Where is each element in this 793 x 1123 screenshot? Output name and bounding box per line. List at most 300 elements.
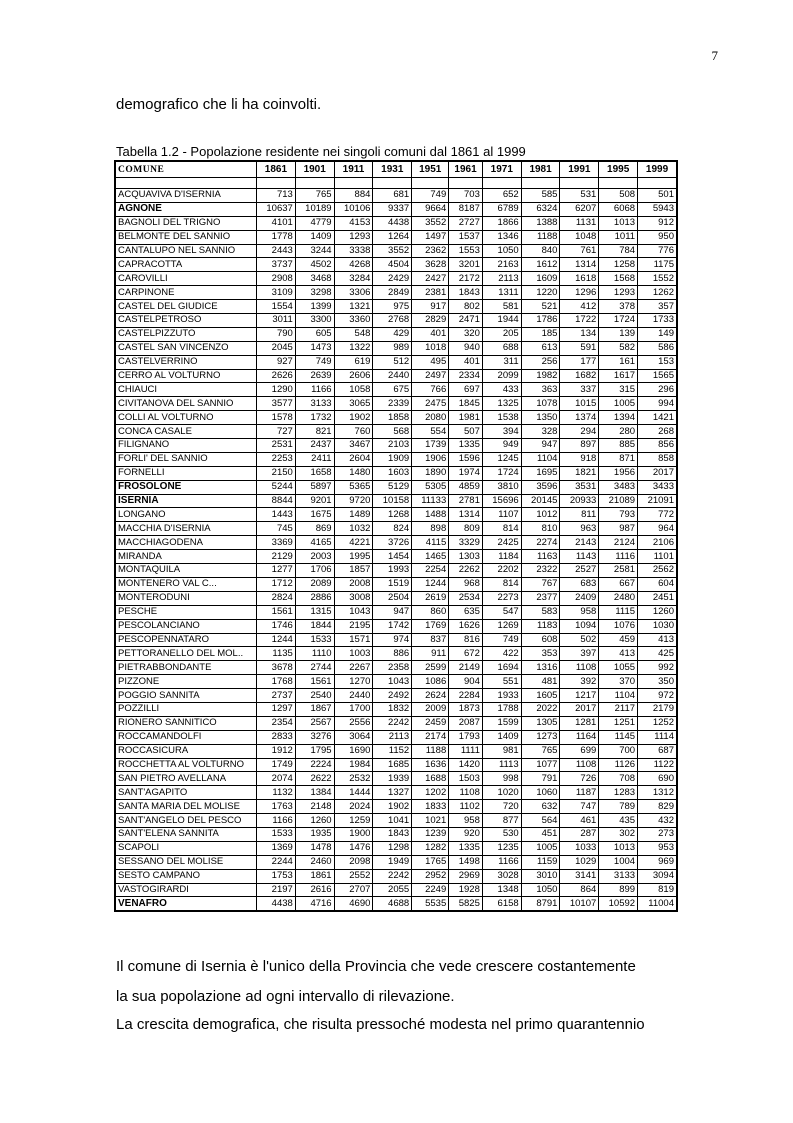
population-cell: 1480 <box>334 466 373 480</box>
spacer-cell <box>373 178 412 189</box>
comune-name-cell: LONGANO <box>115 508 257 522</box>
population-cell: 3276 <box>295 730 334 744</box>
comune-name-cell: POZZILLI <box>115 702 257 716</box>
population-cell: 703 <box>449 189 483 203</box>
population-cell: 2471 <box>449 314 483 328</box>
population-cell: 1753 <box>257 869 296 883</box>
population-cell: 2150 <box>257 466 296 480</box>
population-cell: 2459 <box>412 716 449 730</box>
population-cell: 412 <box>560 300 599 314</box>
population-cell: 1993 <box>373 564 412 578</box>
population-cell: 681 <box>373 189 412 203</box>
population-cell: 1420 <box>449 758 483 772</box>
population-cell: 1694 <box>482 661 521 675</box>
population-cell: 2624 <box>412 689 449 703</box>
population-cell: 302 <box>599 827 638 841</box>
population-cell: 1015 <box>560 397 599 411</box>
population-cell: 2527 <box>560 564 599 578</box>
population-cell: 3467 <box>334 439 373 453</box>
population-cell: 2534 <box>449 591 483 605</box>
population-cell: 9664 <box>412 202 449 216</box>
population-cell: 1833 <box>412 800 449 814</box>
spacer-cell <box>257 178 296 189</box>
population-cell: 1857 <box>334 564 373 578</box>
population-cell: 3433 <box>638 480 677 494</box>
population-cell: 1115 <box>599 605 638 619</box>
population-cell: 974 <box>373 633 412 647</box>
population-cell: 1497 <box>412 230 449 244</box>
table-row <box>115 591 677 605</box>
population-cell: 1765 <box>412 855 449 869</box>
population-cell: 869 <box>295 522 334 536</box>
population-cell: 1685 <box>373 758 412 772</box>
population-cell: 2024 <box>334 800 373 814</box>
population-cell: 1732 <box>295 411 334 425</box>
population-cell: 958 <box>449 814 483 828</box>
population-cell: 1902 <box>334 411 373 425</box>
population-cell: 6324 <box>521 202 560 216</box>
population-cell: 1890 <box>412 466 449 480</box>
population-cell: 294 <box>560 425 599 439</box>
population-cell: 177 <box>560 355 599 369</box>
population-cell: 1012 <box>521 508 560 522</box>
population-cell: 2409 <box>560 591 599 605</box>
population-cell: 357 <box>638 300 677 314</box>
population-cell: 1742 <box>373 619 412 633</box>
population-cell: 1101 <box>638 550 677 564</box>
population-cell: 392 <box>560 675 599 689</box>
population-cell: 1311 <box>482 286 521 300</box>
population-cell: 586 <box>638 341 677 355</box>
population-cell: 1060 <box>521 786 560 800</box>
population-cell: 2531 <box>257 439 296 453</box>
header-year: 1861 <box>257 161 296 178</box>
population-cell: 1538 <box>482 411 521 425</box>
table-row <box>115 564 677 578</box>
population-cell: 2377 <box>521 591 560 605</box>
population-cell: 1658 <box>295 466 334 480</box>
population-cell: 766 <box>412 383 449 397</box>
population-cell: 2556 <box>334 716 373 730</box>
population-cell: 2440 <box>373 369 412 383</box>
population-cell: 2224 <box>295 758 334 772</box>
population-cell: 425 <box>638 647 677 661</box>
population-cell: 1394 <box>599 411 638 425</box>
population-cell: 461 <box>560 814 599 828</box>
body-line-2: la sua popolazione ad ogni intervallo di rilevazione. <box>116 988 455 1005</box>
population-cell: 1305 <box>521 716 560 730</box>
population-cell: 1746 <box>257 619 296 633</box>
population-cell: 1086 <box>412 675 449 689</box>
population-cell: 605 <box>295 327 334 341</box>
table-row <box>115 369 677 383</box>
population-cell: 2497 <box>412 369 449 383</box>
population-cell: 161 <box>599 355 638 369</box>
population-cell: 568 <box>373 425 412 439</box>
population-cell: 3028 <box>482 869 521 883</box>
population-cell: 2619 <box>412 591 449 605</box>
table-row <box>115 661 677 675</box>
population-cell: 280 <box>599 425 638 439</box>
population-cell: 4502 <box>295 258 334 272</box>
population-cell: 2567 <box>295 716 334 730</box>
population-cell: 5897 <box>295 480 334 494</box>
body-line-3: La crescita demografica, che risulta pressoché modesta nel primo quarantennio <box>116 1016 645 1033</box>
population-cell: 1786 <box>521 314 560 328</box>
population-cell: 784 <box>599 244 638 258</box>
population-cell: 11004 <box>638 897 677 911</box>
population-cell: 1712 <box>257 577 296 591</box>
population-cell: 1519 <box>373 577 412 591</box>
population-cell: 1906 <box>412 452 449 466</box>
table-row <box>115 550 677 564</box>
population-cell: 675 <box>373 383 412 397</box>
population-cell: 3552 <box>412 216 449 230</box>
table-row <box>115 827 677 841</box>
population-cell: 1003 <box>334 647 373 661</box>
population-cell: 858 <box>638 452 677 466</box>
population-cell: 1114 <box>638 730 677 744</box>
population-cell: 401 <box>449 355 483 369</box>
population-cell: 864 <box>560 883 599 897</box>
population-cell: 1050 <box>482 244 521 258</box>
comune-name-cell: ROCCASICURA <box>115 744 257 758</box>
table-header-row <box>115 161 677 178</box>
population-cell: 1444 <box>334 786 373 800</box>
population-cell: 20145 <box>521 494 560 508</box>
population-cell: 1844 <box>295 619 334 633</box>
population-cell: 1076 <box>599 619 638 633</box>
population-cell: 481 <box>521 675 560 689</box>
population-cell: 1077 <box>521 758 560 772</box>
population-cell: 1561 <box>257 605 296 619</box>
population-cell: 877 <box>482 814 521 828</box>
population-cell: 1293 <box>334 230 373 244</box>
comune-name-cell: CONCA CASALE <box>115 425 257 439</box>
population-cell: 1268 <box>373 508 412 522</box>
population-cell: 585 <box>521 189 560 203</box>
table-row <box>115 466 677 480</box>
population-cell: 885 <box>599 439 638 453</box>
population-cell: 1421 <box>638 411 677 425</box>
population-cell: 4504 <box>373 258 412 272</box>
population-cell: 1327 <box>373 786 412 800</box>
population-cell: 311 <box>482 355 521 369</box>
population-cell: 1350 <box>521 411 560 425</box>
population-cell: 840 <box>521 244 560 258</box>
comune-name-cell: PIETRABBONDANTE <box>115 661 257 675</box>
table-row <box>115 411 677 425</box>
population-cell: 604 <box>638 577 677 591</box>
population-cell: 1617 <box>599 369 638 383</box>
population-cell: 860 <box>412 605 449 619</box>
population-cell: 3010 <box>521 869 560 883</box>
population-cell: 3008 <box>334 591 373 605</box>
population-cell: 1108 <box>449 786 483 800</box>
population-cell: 1599 <box>482 716 521 730</box>
population-cell: 1909 <box>373 452 412 466</box>
population-cell: 1939 <box>373 772 412 786</box>
population-cell: 3141 <box>560 869 599 883</box>
table-row <box>115 883 677 897</box>
spacer-cell <box>295 178 334 189</box>
population-cell: 1152 <box>373 744 412 758</box>
population-cell: 2781 <box>449 494 483 508</box>
population-cell: 1346 <box>482 230 521 244</box>
population-cell: 2017 <box>560 702 599 716</box>
population-cell: 2952 <box>412 869 449 883</box>
table-row <box>115 189 677 203</box>
table-row <box>115 758 677 772</box>
population-cell: 635 <box>449 605 483 619</box>
population-cell: 904 <box>449 675 483 689</box>
population-cell: 353 <box>521 647 560 661</box>
population-cell: 632 <box>521 800 560 814</box>
population-cell: 3468 <box>295 272 334 286</box>
population-cell: 2833 <box>257 730 296 744</box>
comune-name-cell: MONTERODUNI <box>115 591 257 605</box>
population-cell: 1316 <box>521 661 560 675</box>
population-cell: 185 <box>521 327 560 341</box>
population-cell: 2492 <box>373 689 412 703</box>
table-row <box>115 716 677 730</box>
population-cell: 3483 <box>599 480 638 494</box>
population-cell: 583 <box>521 605 560 619</box>
population-cell: 992 <box>638 661 677 675</box>
population-cell: 3065 <box>334 397 373 411</box>
comune-name-cell: SANTA MARIA DEL MOLISE <box>115 800 257 814</box>
header-year: 1981 <box>521 161 560 178</box>
header-year: 1995 <box>599 161 638 178</box>
population-cell: 816 <box>449 633 483 647</box>
population-cell: 2460 <box>295 855 334 869</box>
population-cell: 1277 <box>257 564 296 578</box>
spacer-cell <box>334 178 373 189</box>
population-cell: 134 <box>560 327 599 341</box>
population-cell: 8844 <box>257 494 296 508</box>
population-cell: 1282 <box>412 841 449 855</box>
population-cell: 2113 <box>482 272 521 286</box>
population-cell: 1768 <box>257 675 296 689</box>
population-cell: 459 <box>599 633 638 647</box>
population-cell: 2768 <box>373 314 412 328</box>
population-cell: 2358 <box>373 661 412 675</box>
population-cell: 1104 <box>599 689 638 703</box>
population-cell: 3628 <box>412 258 449 272</box>
population-cell: 1013 <box>599 216 638 230</box>
population-cell: 912 <box>638 216 677 230</box>
population-cell: 2829 <box>412 314 449 328</box>
comune-name-cell: ISERNIA <box>115 494 257 508</box>
population-cell: 2429 <box>373 272 412 286</box>
population-cell: 2437 <box>295 439 334 453</box>
population-cell: 1187 <box>560 786 599 800</box>
population-cell: 726 <box>560 772 599 786</box>
population-cell: 3284 <box>334 272 373 286</box>
population-cell: 1498 <box>449 855 483 869</box>
population-cell: 1832 <box>373 702 412 716</box>
population-cell: 1132 <box>257 786 296 800</box>
population-cell: 2003 <box>295 550 334 564</box>
population-cell: 790 <box>257 327 296 341</box>
population-cell: 1443 <box>257 508 296 522</box>
population-cell: 1270 <box>334 675 373 689</box>
population-cell: 968 <box>449 577 483 591</box>
population-cell: 3810 <box>482 480 521 494</box>
population-cell: 2103 <box>373 439 412 453</box>
population-cell: 1183 <box>521 619 560 633</box>
population-cell: 1021 <box>412 814 449 828</box>
population-cell: 10637 <box>257 202 296 216</box>
population-cell: 1322 <box>334 341 373 355</box>
population-cell: 10106 <box>334 202 373 216</box>
population-cell: 2639 <box>295 369 334 383</box>
population-cell: 2172 <box>449 272 483 286</box>
population-cell: 3300 <box>295 314 334 328</box>
population-cell: 1795 <box>295 744 334 758</box>
population-cell: 4115 <box>412 536 449 550</box>
population-cell: 20933 <box>560 494 599 508</box>
population-cell: 2242 <box>373 869 412 883</box>
population-cell: 619 <box>334 355 373 369</box>
population-cell: 2197 <box>257 883 296 897</box>
header-year: 1961 <box>449 161 483 178</box>
comune-name-cell: CASTELVERRINO <box>115 355 257 369</box>
header-year: 1971 <box>482 161 521 178</box>
population-cell: 5305 <box>412 480 449 494</box>
population-cell: 1264 <box>373 230 412 244</box>
population-cell: 1033 <box>560 841 599 855</box>
population-cell: 949 <box>482 439 521 453</box>
comune-name-cell: VENAFRO <box>115 897 257 911</box>
population-cell: 1239 <box>412 827 449 841</box>
population-cell: 1126 <box>599 758 638 772</box>
population-cell: 4153 <box>334 216 373 230</box>
population-cell: 2381 <box>412 286 449 300</box>
population-cell: 5943 <box>638 202 677 216</box>
table-row <box>115 855 677 869</box>
population-cell: 2562 <box>638 564 677 578</box>
population-cell: 2074 <box>257 772 296 786</box>
population-cell: 2425 <box>482 536 521 550</box>
population-cell: 4101 <box>257 216 296 230</box>
population-cell: 1220 <box>521 286 560 300</box>
population-cell: 720 <box>482 800 521 814</box>
population-cell: 2149 <box>449 661 483 675</box>
population-cell: 10158 <box>373 494 412 508</box>
population-cell: 1296 <box>560 286 599 300</box>
population-cell: 5244 <box>257 480 296 494</box>
population-cell: 2195 <box>334 619 373 633</box>
population-cell: 15696 <box>482 494 521 508</box>
population-cell: 947 <box>373 605 412 619</box>
comune-name-cell: ACQUAVIVA D'ISERNIA <box>115 189 257 203</box>
population-cell: 1489 <box>334 508 373 522</box>
population-cell: 1845 <box>449 397 483 411</box>
population-cell: 2045 <box>257 341 296 355</box>
population-cell: 1244 <box>257 633 296 647</box>
population-cell: 1866 <box>482 216 521 230</box>
table-row <box>115 577 677 591</box>
population-cell: 554 <box>412 425 449 439</box>
population-cell: 1409 <box>295 230 334 244</box>
population-cell: 1188 <box>521 230 560 244</box>
population-cell: 1537 <box>449 230 483 244</box>
population-cell: 2244 <box>257 855 296 869</box>
population-cell: 1873 <box>449 702 483 716</box>
table-row <box>115 522 677 536</box>
population-cell: 821 <box>295 425 334 439</box>
population-cell: 3306 <box>334 286 373 300</box>
population-cell: 613 <box>521 341 560 355</box>
population-cell: 5535 <box>412 897 449 911</box>
population-cell: 972 <box>638 689 677 703</box>
population-cell: 2440 <box>334 689 373 703</box>
comune-name-cell: CASTELPIZZUTO <box>115 327 257 341</box>
table-row <box>115 327 677 341</box>
population-cell: 2274 <box>521 536 560 550</box>
population-cell: 745 <box>257 522 296 536</box>
population-cell: 21089 <box>599 494 638 508</box>
population-cell: 2737 <box>257 689 296 703</box>
population-cell: 2087 <box>449 716 483 730</box>
population-cell: 581 <box>482 300 521 314</box>
population-cell: 2124 <box>599 536 638 550</box>
population-cell: 1260 <box>295 814 334 828</box>
spacer-cell <box>412 178 449 189</box>
population-cell: 1111 <box>449 744 483 758</box>
population-cell: 530 <box>482 827 521 841</box>
population-cell: 320 <box>449 327 483 341</box>
table-row <box>115 314 677 328</box>
population-cell: 989 <box>373 341 412 355</box>
population-cell: 6207 <box>560 202 599 216</box>
population-cell: 5365 <box>334 480 373 494</box>
population-cell: 582 <box>599 341 638 355</box>
comune-name-cell: BAGNOLI DEL TRIGNO <box>115 216 257 230</box>
population-cell: 429 <box>373 327 412 341</box>
population-cell: 1605 <box>521 689 560 703</box>
comune-name-cell: ROCCAMANDOLFI <box>115 730 257 744</box>
table-body <box>115 178 677 912</box>
table-row <box>115 841 677 855</box>
table-row <box>115 258 677 272</box>
population-cell: 1041 <box>373 814 412 828</box>
population-cell: 749 <box>295 355 334 369</box>
population-cell: 4779 <box>295 216 334 230</box>
population-cell: 1113 <box>482 758 521 772</box>
table-caption <box>116 144 526 159</box>
population-cell: 898 <box>412 522 449 536</box>
population-cell: 1260 <box>638 605 677 619</box>
population-cell: 1166 <box>295 383 334 397</box>
population-cell: 2540 <box>295 689 334 703</box>
population-cell: 1821 <box>560 466 599 480</box>
population-cell: 507 <box>449 425 483 439</box>
population-cell: 256 <box>521 355 560 369</box>
population-cell: 4268 <box>334 258 373 272</box>
population-cell: 1739 <box>412 439 449 453</box>
population-cell: 1303 <box>449 550 483 564</box>
population-cell: 802 <box>449 300 483 314</box>
comune-name-cell: PIZZONE <box>115 675 257 689</box>
population-cell: 531 <box>560 189 599 203</box>
population-cell: 10107 <box>560 897 599 911</box>
table-row <box>115 494 677 508</box>
population-cell: 4221 <box>334 536 373 550</box>
population-cell: 975 <box>373 300 412 314</box>
population-cell: 683 <box>560 577 599 591</box>
